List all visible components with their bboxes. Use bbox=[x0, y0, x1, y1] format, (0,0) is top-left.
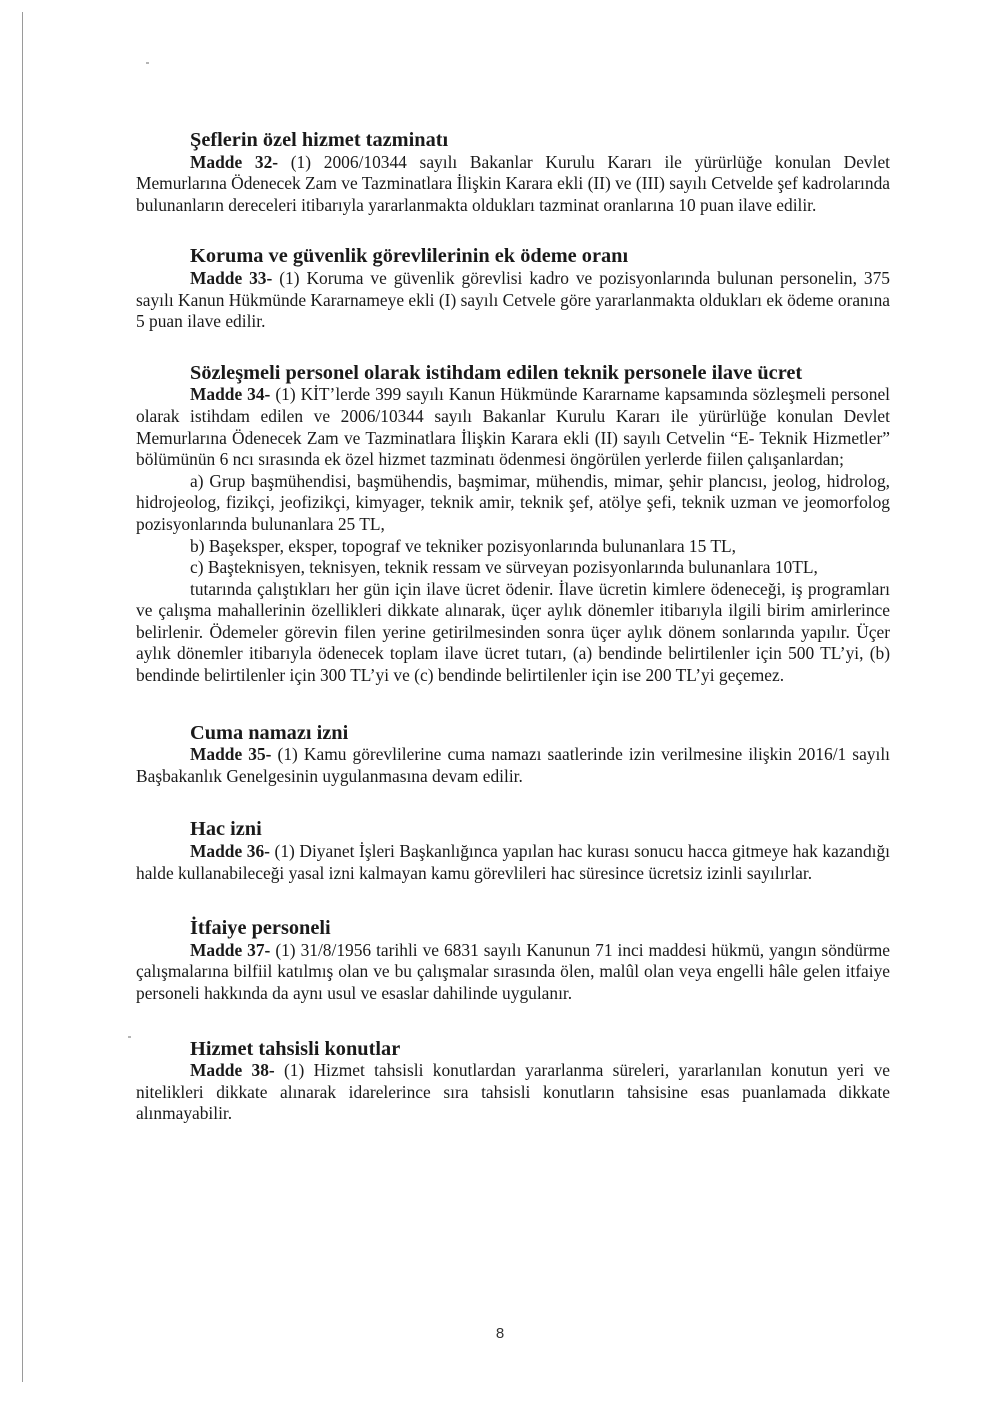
article-number: Madde 34- bbox=[190, 384, 271, 405]
section-madde-33 bbox=[136, 246, 890, 332]
list-item-c: c) Başteknisyen, teknisyen, teknik ressam ve sürveyan pozisyonlarında bulunanlara 10TL, bbox=[190, 557, 818, 578]
page-number: 8 bbox=[495, 1325, 505, 1342]
list-item-a: a) Grup başmühendisi, başmühendis, başmimar, mühendis, mimar, şehir plancısı, jeolog, hidrolog, hidrojeolog, fizikçi, jeofizikçi, kimyager, teknik amir, teknik şef, atölye şefi, teknik uzman ve jeomorfolog pozisyonlarında bulunanlara 25 TL, bbox=[136, 470, 890, 534]
article-number: Madde 32- bbox=[190, 151, 279, 172]
section-heading: Hac izni bbox=[190, 818, 262, 841]
section-madde-35 bbox=[136, 723, 890, 788]
article-paragraph bbox=[136, 744, 890, 787]
section-heading: Şeflerin özel hizmet tazminatı bbox=[190, 129, 449, 151]
section-madde-37 bbox=[136, 918, 890, 1004]
article-text: (1) 31/8/1956 tarihli ve 6831 sayılı Kanunun 71 inci maddesi hükmü, yangın söndürme çalışmalarına bilfiil katılmış olan ve bu çalışmalar sırasında ölen, malûl olan veya engelli hâle gelen itfaiye personeli hakkında da aynı usul ve esaslar dahilinde uygulanır. bbox=[136, 939, 891, 1003]
article-paragraph bbox=[136, 268, 890, 333]
article-number: Madde 35- bbox=[190, 744, 272, 765]
article-text: (1) Kamu görevlilerine cuma namazı saatlerinde izin verilmesine ilişkin 2016/1 sayılı Başbakanlık Genelgesinin uygulanmasına devam edilir. bbox=[136, 744, 890, 786]
section-heading: Sözleşmeli personel olarak istihdam edilen teknik personele ilave ücret bbox=[190, 361, 803, 384]
document-page bbox=[136, 130, 890, 1125]
section-madde-34 bbox=[136, 363, 890, 687]
article-number: Madde 38- bbox=[190, 1060, 275, 1081]
section-madde-38 bbox=[136, 1039, 890, 1125]
article-number: Madde 33- bbox=[190, 267, 273, 288]
article-text: (1) KİT’lerde 399 sayılı Kanun Hükmünde Kararname kapsamında sözleşmeli personel olarak istihdam edilen ve 2006/10344 sayılı Bakanlar Kurulu Kararı ile yürürlüğe konulan Devlet Memurlarına Ödenecek Zam ve Tazminatlara İlişkin Karara ekli (II) sayılı Cetvelin “E- Teknik Hizmetler” bölümünün 6 ncı sırasında ek özel hizmet tazminatı ödenmesi öngörülen yerlerde fiilen çalışanlardan; bbox=[136, 384, 891, 470]
article-paragraph bbox=[136, 1060, 890, 1125]
article-text: (1) Diyanet İşleri Başkanlığınca yapılan hac kurası sonucu hacca gitmeye hak kazandığı halde kullanabileceği yasal izni kalmayan kamu görevlileri hac süresince ücretsiz izinli sayılırlar. bbox=[136, 841, 891, 883]
article-text: (1) Koruma ve güvenlik görevlisi kadro ve pozisyonlarında bulunan personelin, 375 sayılı Kanun Hükmünde Kararnameye ekli (I) sayılı Cetvele göre yararlanmakta oldukları ek ödeme oranına 5 puan ilave edilir. bbox=[136, 267, 890, 332]
scan-speck bbox=[146, 62, 149, 64]
article-text: (1) Hizmet tahsisli konutlardan yararlanma süreleri, yararlanılan konutun yeri ve nitelikleri dikkate alınarak idarelerince sıra tahsisli konutların tahsisine esas puanlamada dikkate alınmayabilir. bbox=[136, 1060, 890, 1124]
scan-speck bbox=[128, 1036, 131, 1038]
article-number: Madde 37- bbox=[190, 939, 271, 960]
article-paragraph bbox=[136, 384, 890, 470]
article-paragraph bbox=[136, 152, 890, 217]
section-madde-32 bbox=[136, 130, 890, 216]
article-text: (1) 2006/10344 sayılı Bakanlar Kurulu Kararı ile yürürlüğe konulan Devlet Memurlarına Ödenecek Zam ve Tazminatlara İlişkin Karara ekli (II) ve (III) sayılı Cetvelde şef kadrolarında bulunanların dereceleri itibarıyla yararlanmakta oldukları tazminat oranlarına 10 puan ilave edilir. bbox=[136, 151, 890, 215]
section-heading: Koruma ve güvenlik görevlilerinin ek ödeme oranı bbox=[190, 245, 629, 268]
article-paragraph bbox=[136, 841, 890, 884]
article-paragraph-closing: tutarında çalıştıkları her gün için ilave ücret ödenir. İlave ücretin kimlere ödeneceği, iş programları ve çalışma mahallerinin özellikleri dikkate alınarak, üçer aylık dönemler itibarıyla ilgili birim amirlerince belirlenir. Ödemeler görevin filen yerine getirilmesinden sonra üçer aylık dönem sonlarında yapılır. Üçer aylık dönemler itibarıyla ödenecek toplam ilave ücret tutarı, (a) bendinde belirtilenler için 500 TL’yi, (b) bendinde belirtilenler için 300 TL’yi ve (c) bendinde belirtilenler için ise 200 TL’yi geçemez. bbox=[136, 578, 890, 686]
section-madde-36 bbox=[136, 819, 890, 884]
section-heading: İtfaiye personeli bbox=[190, 917, 331, 940]
scan-edge-line bbox=[22, 12, 23, 1382]
section-heading: Cuma namazı izni bbox=[190, 721, 349, 744]
list-item-b: b) Başeksper, eksper, topograf ve tekniker pozisyonlarında bulunanlara 15 TL, bbox=[190, 535, 736, 556]
article-number: Madde 36- bbox=[190, 841, 270, 862]
section-heading: Hizmet tahsisli konutlar bbox=[190, 1037, 401, 1060]
article-paragraph bbox=[136, 940, 890, 1005]
